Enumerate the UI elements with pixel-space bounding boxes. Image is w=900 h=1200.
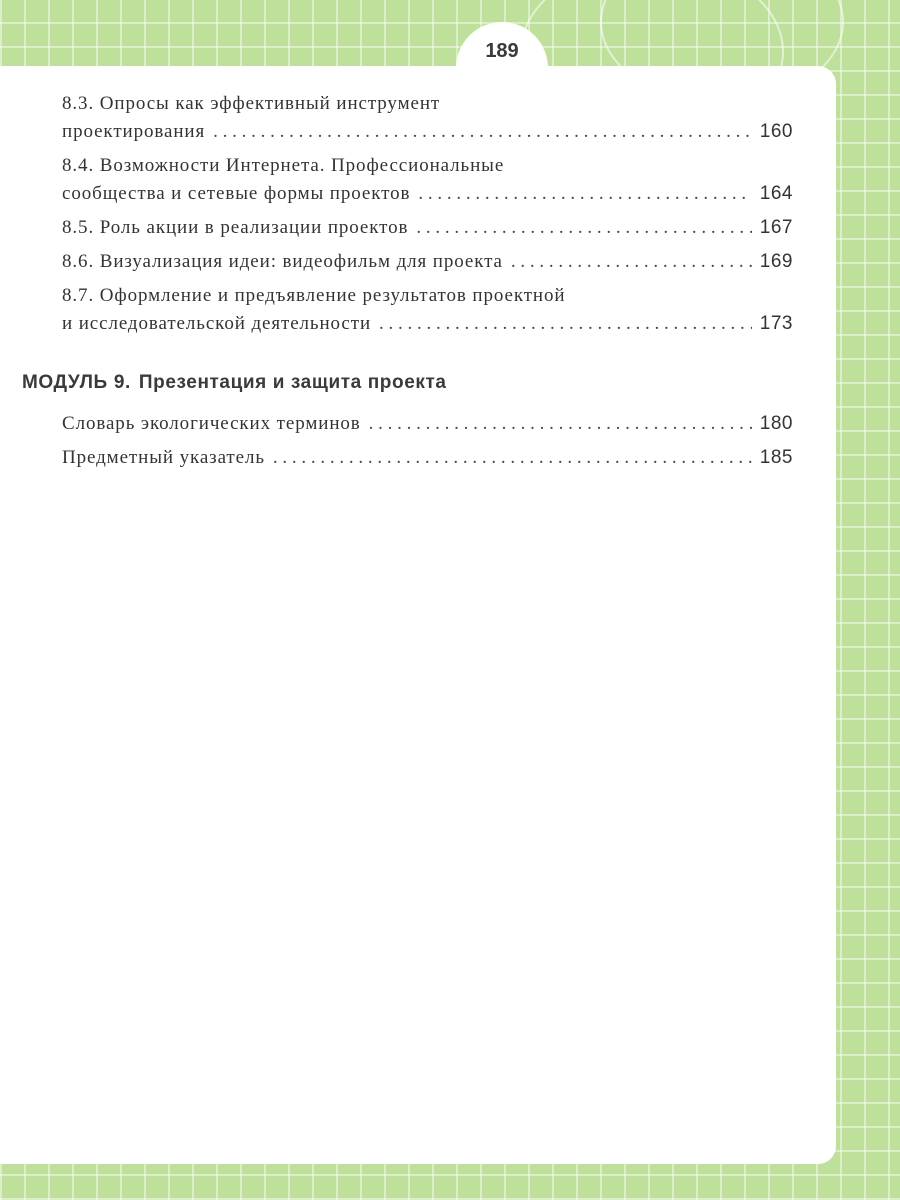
toc-page-number: 164 xyxy=(759,183,793,204)
toc-page-number: 185 xyxy=(759,447,793,468)
toc-entry-title: 8.5. Роль акции в реализации проектов xyxy=(62,217,409,238)
toc-entry-title: 8.7. Оформление и предъявление результатов проектной xyxy=(62,285,566,306)
module-title: Презентация и защита проекта xyxy=(138,372,447,393)
toc-entry-title: Предметный указатель xyxy=(62,447,265,468)
module-heading[interactable] xyxy=(22,372,836,394)
toc-entry-title: Словарь экологических терминов xyxy=(62,413,361,434)
toc-entry-index[interactable] xyxy=(62,444,793,472)
toc-page-number: 169 xyxy=(759,251,793,272)
dot-leader xyxy=(379,310,752,338)
toc-entry-title: и исследовательской деятельности xyxy=(62,313,372,334)
dot-leader xyxy=(418,180,751,208)
module-label: МОДУЛЬ xyxy=(22,372,108,393)
toc-entry-title: 8.6. Визуализация идеи: видеофильм для проекта xyxy=(62,251,503,272)
dot-leader xyxy=(416,214,751,242)
toc-page-number: 180 xyxy=(759,413,793,434)
toc-entry-glossary[interactable] xyxy=(62,410,793,438)
page-number: 189 xyxy=(485,40,519,62)
dot-leader xyxy=(273,444,752,472)
toc-page-number: 160 xyxy=(759,121,793,142)
dot-leader xyxy=(369,410,752,438)
module-number: 9. xyxy=(113,372,131,393)
toc-entry-8-6[interactable] xyxy=(62,248,793,276)
toc-entry-8-4[interactable] xyxy=(62,152,793,208)
toc-entry-title: 8.4. Возможности Интернета. Профессиональные xyxy=(62,155,505,176)
toc-page-number: 167 xyxy=(759,217,793,238)
dot-leader xyxy=(511,248,752,276)
toc-entry-title: 8.3. Опросы как эффективный инструмент xyxy=(62,93,441,114)
toc-entry-title: проектирования xyxy=(62,121,206,142)
table-of-contents xyxy=(0,90,836,472)
dot-leader xyxy=(213,118,752,146)
toc-entry-8-3[interactable] xyxy=(62,90,793,146)
toc-entry-8-7[interactable] xyxy=(62,282,793,338)
toc-entry-title: сообщества и сетевые формы проектов xyxy=(62,183,411,204)
toc-page-number: 173 xyxy=(759,313,793,334)
toc-entry-8-5[interactable] xyxy=(62,214,793,242)
